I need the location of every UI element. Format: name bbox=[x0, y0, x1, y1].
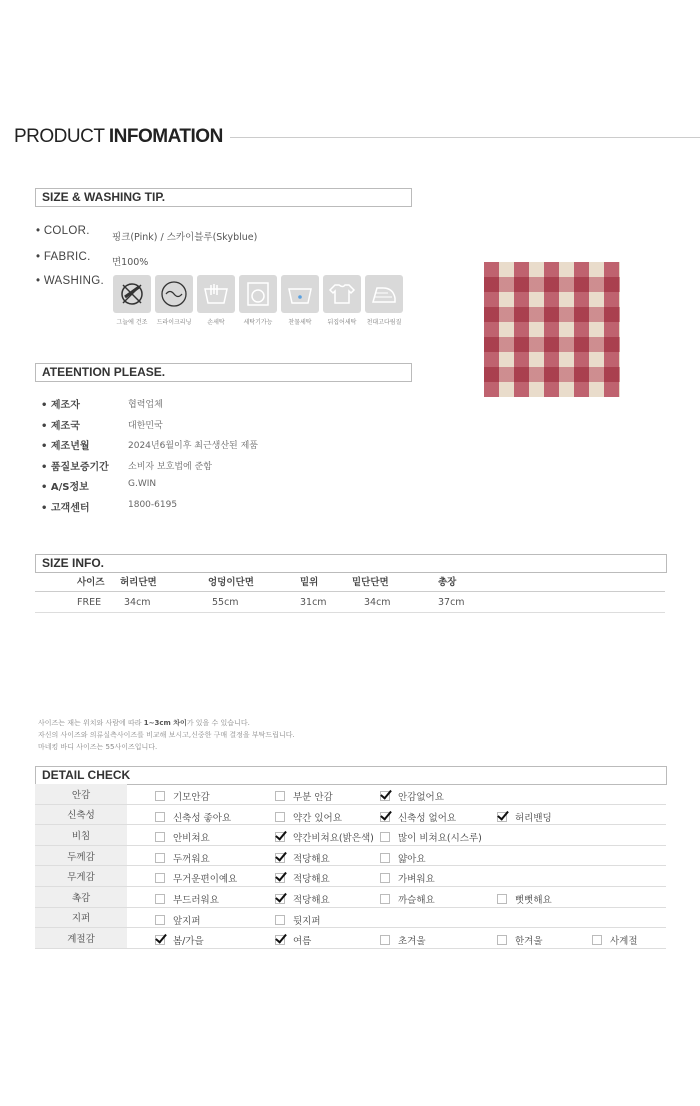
checked-checkbox-icon bbox=[380, 791, 390, 801]
size-note-3: 마네킹 바디 사이즈는 55사이즈입니다. bbox=[38, 743, 158, 751]
checkbox-icon bbox=[155, 894, 165, 904]
detail-option-label: 신축성 없어요 bbox=[398, 812, 457, 824]
detail-option-label: 부드러워요 bbox=[173, 894, 219, 906]
detail-option bbox=[155, 789, 210, 803]
detail-option-label: 안비쳐요 bbox=[173, 833, 210, 845]
detail-option-label: 여름 bbox=[293, 936, 312, 948]
checkbox-icon bbox=[275, 812, 285, 822]
detail-option bbox=[275, 851, 330, 865]
checkbox-icon bbox=[155, 853, 165, 863]
size-info-heading: SIZE INFO. bbox=[35, 554, 667, 573]
checkbox-icon bbox=[497, 894, 507, 904]
detail-option bbox=[275, 830, 374, 844]
washing-caption: 천대고다림질 bbox=[366, 319, 402, 326]
detail-option-label: 뒷지퍼 bbox=[293, 915, 321, 927]
checkbox-icon bbox=[155, 832, 165, 842]
washing-caption: 세탁기가능 bbox=[243, 319, 273, 326]
checkbox-icon bbox=[380, 853, 390, 863]
size-note-2: 자신의 사이즈와 의류실측사이즈를 비교해 보시고,신중한 구매 결정을 부탁드립니다. bbox=[38, 731, 295, 739]
attention-value: G.WIN bbox=[128, 479, 157, 489]
col-length: 총장 bbox=[438, 571, 665, 592]
detail-option-label: 얇아요 bbox=[398, 853, 426, 865]
size-cell: FREE bbox=[35, 592, 120, 613]
detail-options bbox=[127, 866, 666, 887]
attention-label: • 제조자 bbox=[41, 400, 80, 411]
col-hip: 엉덩이단면 bbox=[208, 571, 300, 592]
detail-option-label: 한겨울 bbox=[515, 936, 543, 948]
detail-option bbox=[380, 933, 426, 947]
detail-option-label: 안감없어요 bbox=[398, 792, 444, 803]
detail-option bbox=[380, 830, 482, 844]
size-table-header bbox=[35, 571, 665, 592]
rise-cell: 31cm bbox=[300, 592, 352, 613]
checkbox-icon bbox=[592, 935, 602, 945]
washing-label: • WASHING. bbox=[36, 275, 104, 287]
table-row bbox=[35, 804, 666, 825]
detail-row-label: 비침 bbox=[35, 825, 127, 846]
checked-checkbox-icon bbox=[275, 873, 285, 883]
detail-option bbox=[275, 892, 330, 906]
detail-option-label: 적당해요 bbox=[293, 894, 330, 906]
hip-cell: 55cm bbox=[208, 592, 300, 613]
fabric-swatch bbox=[484, 262, 620, 397]
detail-option-label: 앞지퍼 bbox=[173, 915, 201, 927]
checkbox-icon bbox=[380, 894, 390, 904]
checked-checkbox-icon bbox=[275, 935, 285, 945]
detail-options bbox=[127, 907, 666, 928]
detail-check-table bbox=[35, 784, 666, 949]
detail-option bbox=[380, 892, 435, 906]
checkbox-icon bbox=[155, 791, 165, 801]
checkbox-icon bbox=[497, 935, 507, 945]
attention-label: • 제조년월 bbox=[41, 441, 90, 452]
detail-option bbox=[155, 810, 231, 824]
detail-check-heading: DETAIL CHECK bbox=[35, 766, 667, 785]
checkbox-icon bbox=[380, 832, 390, 842]
detail-option bbox=[155, 933, 204, 947]
checkbox-icon bbox=[275, 915, 285, 925]
detail-option bbox=[155, 871, 237, 885]
checked-checkbox-icon bbox=[275, 894, 285, 904]
detail-option-label: 기모안감 bbox=[173, 792, 210, 803]
detail-options bbox=[127, 886, 666, 907]
detail-row-label: 계절감 bbox=[35, 928, 127, 949]
detail-options bbox=[127, 784, 666, 804]
cold-wash-icon bbox=[281, 275, 319, 313]
table-row bbox=[35, 784, 666, 804]
hem-cell: 34cm bbox=[352, 592, 438, 613]
detail-option-label: 초겨울 bbox=[398, 936, 426, 948]
attention-heading: ATEENTION PLEASE. bbox=[35, 363, 412, 382]
color-value: 핑크(Pink) / 스카이블루(Skyblue) bbox=[112, 232, 258, 243]
reverse-wash-icon bbox=[323, 275, 361, 313]
col-waist: 허리단면 bbox=[120, 571, 208, 592]
detail-option bbox=[275, 933, 311, 947]
checked-checkbox-icon bbox=[275, 832, 285, 842]
detail-option bbox=[275, 871, 330, 885]
fabric-value: 면100% bbox=[112, 257, 149, 268]
detail-option bbox=[497, 892, 552, 906]
length-cell: 37cm bbox=[438, 592, 665, 613]
note-text: 가 있을 수 있습니다. bbox=[186, 719, 250, 727]
size-note-1 bbox=[38, 718, 250, 728]
detail-row-label: 촉감 bbox=[35, 886, 127, 907]
checked-checkbox-icon bbox=[380, 812, 390, 822]
attention-value: 2024년6월이후 최근생산된 제품 bbox=[128, 441, 258, 451]
detail-option bbox=[380, 851, 426, 865]
detail-option bbox=[155, 892, 219, 906]
low-iron-icon bbox=[365, 275, 403, 313]
washing-caption: 드라이크리닝 bbox=[156, 319, 192, 326]
table-row bbox=[35, 886, 666, 907]
washing-caption: 찬물세탁 bbox=[288, 319, 312, 326]
detail-options bbox=[127, 804, 666, 825]
detail-option bbox=[155, 851, 210, 865]
waist-cell: 34cm bbox=[120, 592, 208, 613]
checkbox-icon bbox=[380, 873, 390, 883]
table-row bbox=[35, 928, 666, 949]
detail-option bbox=[380, 871, 435, 885]
detail-option-label: 두꺼워요 bbox=[173, 853, 210, 865]
detail-option-label: 부분 안감 bbox=[293, 792, 333, 803]
col-size: 사이즈 bbox=[35, 571, 120, 592]
detail-option bbox=[275, 810, 342, 824]
washing-caption: 그늘에 건조 bbox=[116, 319, 148, 326]
machine-wash-icon bbox=[239, 275, 277, 313]
col-hem: 밑단단면 bbox=[352, 571, 438, 592]
note-emphasis: 1~3cm 차이 bbox=[143, 719, 187, 727]
detail-option-label: 봄/가을 bbox=[173, 936, 204, 948]
detail-option-label: 많이 비쳐요(시스루) bbox=[398, 833, 482, 845]
table-row bbox=[35, 592, 665, 613]
attention-value: 협력업체 bbox=[128, 400, 163, 410]
checkbox-icon bbox=[275, 791, 285, 801]
fabric-label: • FABRIC. bbox=[36, 251, 91, 263]
note-text: 사이즈는 재는 위치와 사람에 따라 bbox=[38, 719, 144, 727]
col-rise: 밑위 bbox=[300, 571, 352, 592]
washing-caption: 손세탁 bbox=[207, 319, 225, 326]
color-label: • COLOR. bbox=[36, 225, 90, 237]
detail-option-label: 적당해요 bbox=[293, 874, 330, 886]
detail-option-label: 허리밴딩 bbox=[515, 812, 552, 824]
detail-options bbox=[127, 845, 666, 866]
detail-option-label: 신축성 좋아요 bbox=[173, 812, 232, 824]
attention-value: 대한민국 bbox=[128, 420, 163, 431]
detail-option bbox=[275, 789, 333, 803]
detail-option bbox=[380, 789, 444, 803]
detail-row-label: 지퍼 bbox=[35, 907, 127, 928]
detail-option-label: 약간 있어요 bbox=[293, 812, 342, 824]
detail-row-label: 무게감 bbox=[35, 866, 127, 887]
attention-value: 1800-6195 bbox=[128, 499, 178, 510]
detail-option-label: 사계절 bbox=[610, 936, 638, 948]
detail-option-label: 뻣뻣해요 bbox=[515, 894, 552, 906]
washing-caption: 뒤집어세탁 bbox=[327, 319, 357, 326]
checkbox-icon bbox=[155, 812, 165, 822]
detail-option bbox=[497, 933, 543, 947]
detail-row-label: 신축성 bbox=[35, 804, 127, 825]
title-light: PRODUCT bbox=[14, 126, 109, 147]
attention-label: • 고객센터 bbox=[41, 502, 90, 514]
table-row bbox=[35, 845, 666, 866]
detail-option bbox=[592, 933, 638, 947]
no-tumble-dry-icon bbox=[113, 275, 151, 313]
detail-option-label: 약간비쳐요(밝은색) bbox=[293, 833, 374, 845]
table-row bbox=[35, 866, 666, 887]
detail-option bbox=[275, 913, 321, 927]
page-title bbox=[14, 126, 223, 148]
checkbox-icon bbox=[155, 915, 165, 925]
detail-option-label: 가벼워요 bbox=[398, 874, 435, 886]
size-washing-heading: SIZE & WASHING TIP. bbox=[35, 188, 412, 207]
detail-options bbox=[127, 928, 666, 949]
detail-option bbox=[380, 810, 456, 824]
checkbox-icon bbox=[380, 935, 390, 945]
size-table bbox=[35, 571, 665, 613]
attention-label: • 제조국 bbox=[41, 420, 80, 432]
table-row bbox=[35, 907, 666, 928]
attention-label: • 품질보증기간 bbox=[41, 461, 109, 473]
hand-wash-icon bbox=[197, 275, 235, 313]
checkbox-icon bbox=[155, 873, 165, 883]
title-bold: INFOMATION bbox=[108, 126, 223, 147]
detail-option bbox=[155, 830, 210, 844]
checked-checkbox-icon bbox=[155, 935, 165, 945]
title-divider bbox=[230, 137, 700, 138]
detail-row-label: 두께감 bbox=[35, 845, 127, 866]
detail-option bbox=[497, 810, 552, 824]
detail-options bbox=[127, 825, 666, 846]
detail-option-label: 무거운편이예요 bbox=[173, 874, 238, 886]
detail-option bbox=[155, 913, 201, 927]
checked-checkbox-icon bbox=[497, 812, 507, 822]
dry-clean-icon bbox=[155, 275, 193, 313]
detail-option-label: 까슬해요 bbox=[398, 894, 435, 906]
detail-row-label: 안감 bbox=[35, 784, 127, 804]
table-row bbox=[35, 825, 666, 846]
attention-value: 소비자 보호법에 준함 bbox=[128, 461, 212, 472]
checked-checkbox-icon bbox=[275, 853, 285, 863]
detail-option-label: 적당해요 bbox=[293, 853, 330, 865]
attention-label: • A/S정보 bbox=[41, 482, 89, 493]
